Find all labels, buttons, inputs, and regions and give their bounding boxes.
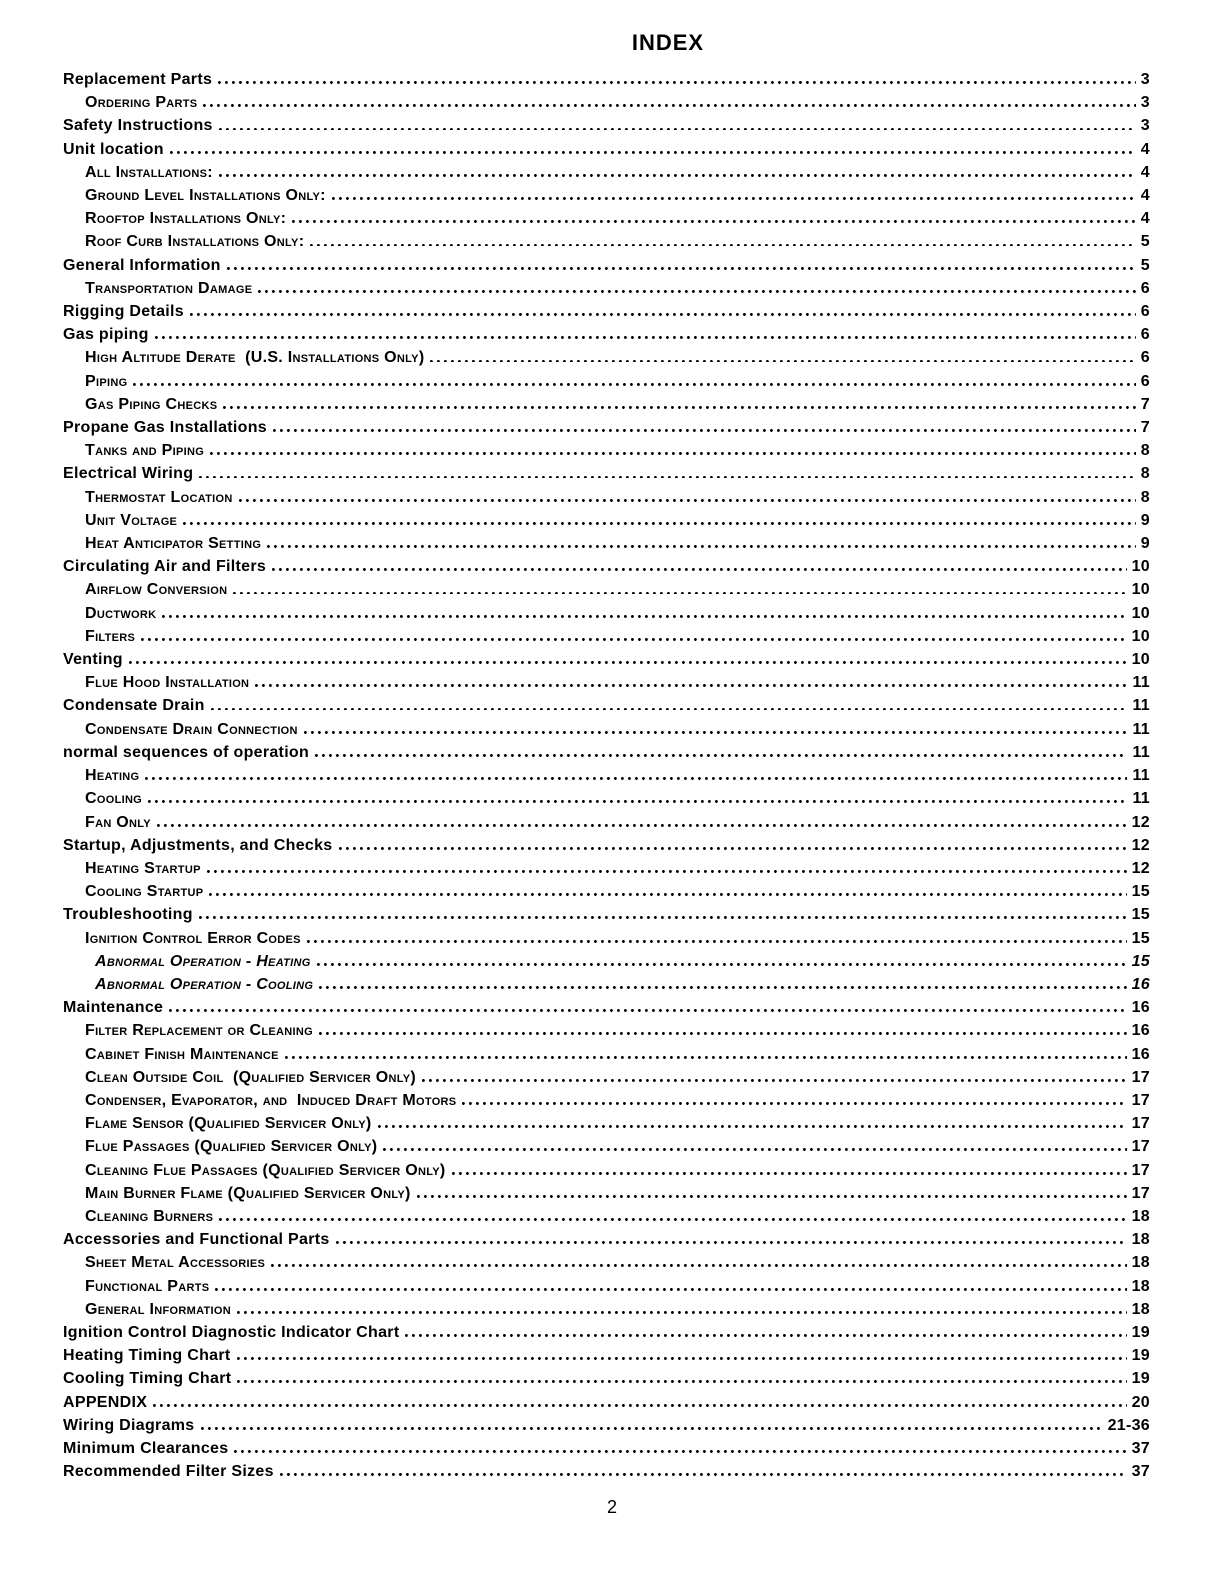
dot-leader [332, 196, 1136, 200]
toc-entry-label: All Installations: [85, 163, 213, 181]
toc-entry-page: 17 [1131, 1115, 1150, 1133]
toc-entry-label: Flue Hood Installation [85, 674, 250, 692]
dot-leader [209, 892, 1126, 896]
dot-leader [219, 1217, 1126, 1221]
dot-leader [218, 80, 1136, 84]
toc-entry-label: Filters [85, 627, 136, 645]
toc-entry-label: Sheet Metal Accessories [85, 1254, 266, 1272]
toc-entry-page: 4 [1140, 140, 1150, 158]
toc-entry-label: Electrical Wiring [63, 465, 194, 483]
dot-leader [199, 474, 1135, 478]
toc-entry-page: 15 [1131, 906, 1150, 924]
toc-entry-label: Roof Curb Installations Only: [85, 233, 305, 251]
toc-entry-label: Condensate Drain Connection [85, 720, 298, 738]
dot-leader [430, 358, 1135, 362]
toc-entry-page: 3 [1140, 117, 1150, 135]
toc-entry-label: Fan Only [85, 813, 151, 831]
toc-entry-label: Gas Piping Checks [85, 395, 218, 413]
dot-leader [271, 1263, 1126, 1267]
toc-entry-page: 6 [1140, 372, 1150, 390]
toc-entry [63, 91, 1150, 114]
toc-entry-label: Unit location [63, 140, 164, 158]
toc-entry-page: 10 [1131, 627, 1150, 645]
toc-entry-label: Ground Level Installations Only: [85, 187, 326, 205]
dot-leader [219, 126, 1136, 130]
toc-entry-page: 19 [1131, 1323, 1150, 1341]
dot-leader [170, 150, 1136, 154]
dot-leader [307, 939, 1127, 943]
toc-entry-page: 9 [1140, 511, 1150, 529]
dot-leader [211, 706, 1128, 710]
toc-entry [63, 207, 1150, 230]
toc-entry-label: Ductwork [85, 604, 157, 622]
dot-leader [199, 915, 1127, 919]
toc-entry-label: normal sequences of operation [63, 743, 310, 761]
dot-leader [452, 1171, 1127, 1175]
toc-entry-label: Condensate Drain [63, 697, 205, 715]
toc-entry [63, 787, 1150, 810]
toc-entry [63, 741, 1150, 764]
toc-entry-label: Cooling Startup [85, 883, 204, 901]
toc-entry-label: Flue Passages (Qualified Servicer Only) [85, 1138, 378, 1156]
toc-entry [63, 230, 1150, 253]
toc-entry [63, 1367, 1150, 1390]
toc-entry-label: Main Burner Flame (Qualified Servicer Only) [85, 1184, 411, 1202]
toc-entry [63, 718, 1150, 741]
toc-entry [63, 114, 1150, 137]
toc-entry-label: Startup, Adjustments, and Checks [63, 836, 333, 854]
dot-leader [183, 521, 1136, 525]
toc-entry-page: 4 [1140, 187, 1150, 205]
dot-leader [133, 382, 1135, 386]
toc-entry [63, 462, 1150, 485]
toc-entry [63, 602, 1150, 625]
toc-entry-page: 12 [1131, 859, 1150, 877]
dot-leader [255, 683, 1127, 687]
dot-leader [145, 776, 1127, 780]
toc-entry-page: 9 [1140, 535, 1150, 553]
toc-entry-label: Airflow Conversion [85, 581, 228, 599]
toc-entry-page: 7 [1140, 419, 1150, 437]
toc-entry-label: Heating [85, 767, 140, 785]
toc-entry-label: Heating Startup [85, 859, 201, 877]
toc-entry [63, 161, 1150, 184]
toc-entry [63, 277, 1150, 300]
dot-leader [157, 823, 1127, 827]
toc-entry-label: Rooftop Installations Only: [85, 210, 287, 228]
toc-entry [63, 1344, 1150, 1367]
toc-entry [63, 393, 1150, 416]
toc-entry [63, 1089, 1150, 1112]
toc-entry [63, 416, 1150, 439]
dot-leader [233, 590, 1126, 594]
dot-leader [219, 173, 1136, 177]
toc-entry [63, 184, 1150, 207]
dot-leader [378, 1124, 1127, 1128]
dot-leader [223, 405, 1135, 409]
toc-entry-label: General Information [85, 1300, 231, 1318]
toc-entry [63, 927, 1150, 950]
toc-entry-page: 16 [1131, 975, 1150, 993]
toc-entry-label: APPENDIX [63, 1393, 148, 1411]
dot-leader [315, 753, 1127, 757]
toc-entry-page: 10 [1131, 581, 1150, 599]
toc-entry-page: 3 [1140, 71, 1150, 88]
toc-entry-page: 8 [1140, 465, 1150, 483]
toc-entry-page: 10 [1131, 558, 1150, 576]
toc-entry-page: 18 [1131, 1300, 1150, 1318]
toc-entry-page: 7 [1140, 395, 1150, 413]
dot-leader [310, 242, 1135, 246]
dot-leader [280, 1472, 1127, 1476]
toc-entry-label: Cleaning Flue Passages (Qualified Servicer Only) [85, 1161, 446, 1179]
toc-entry-label: Ignition Control Error Codes [85, 929, 301, 947]
toc-entry [63, 1298, 1150, 1321]
toc-entry-label: Heat Anticipator Setting [85, 535, 262, 553]
toc-entry-label: Ignition Control Diagnostic Indicator Chart [63, 1323, 400, 1341]
toc-entry [63, 1066, 1150, 1089]
toc-entry-page: 18 [1131, 1207, 1150, 1225]
toc-entry [63, 1321, 1150, 1344]
toc-entry [63, 1251, 1150, 1274]
toc-entry [63, 578, 1150, 601]
toc-entry-page: 4 [1140, 210, 1150, 228]
toc-entry [63, 138, 1150, 161]
toc-entry-label: Cabinet Finish Maintenance [85, 1045, 279, 1063]
dot-leader [292, 219, 1135, 223]
toc-entry [63, 996, 1150, 1019]
toc-entry-label: Rigging Details [63, 303, 184, 321]
toc-entry-page: 19 [1131, 1370, 1150, 1388]
toc-entry-page: 4 [1140, 163, 1150, 181]
toc-entry-label: Recommended Filter Sizes [63, 1463, 274, 1481]
dot-leader [239, 498, 1136, 502]
toc-entry [63, 254, 1150, 277]
toc-entry-page: 18 [1131, 1277, 1150, 1295]
dot-leader [169, 1008, 1126, 1012]
toc-entry-page: 37 [1131, 1439, 1150, 1457]
toc-entry [63, 1135, 1150, 1158]
toc-entry-page: 19 [1131, 1347, 1150, 1365]
toc-entry-page: 11 [1132, 720, 1150, 738]
toc-entry-page: 15 [1131, 952, 1150, 970]
toc-list [63, 68, 1150, 1483]
toc-entry-label: Safety Instructions [63, 117, 213, 135]
toc-entry-label: Accessories and Functional Parts [63, 1231, 330, 1249]
dot-leader [319, 985, 1126, 989]
toc-entry-page: 15 [1131, 883, 1150, 901]
toc-entry-label: Tanks and Piping [85, 442, 205, 460]
toc-entry-label: Ordering Parts [85, 94, 198, 112]
toc-entry [63, 625, 1150, 648]
toc-entry [63, 1043, 1150, 1066]
toc-entry-page: 11 [1132, 767, 1150, 785]
toc-entry-page: 16 [1131, 1022, 1150, 1040]
toc-entry [63, 1112, 1150, 1135]
toc-entry-page: 6 [1140, 326, 1150, 344]
toc-entry-label: Circulating Air and Filters [63, 558, 267, 576]
toc-entry-label: Flame Sensor (Qualified Servicer Only) [85, 1115, 372, 1133]
dot-leader [383, 1147, 1126, 1151]
toc-entry [63, 323, 1150, 346]
toc-entry-page: 17 [1131, 1138, 1150, 1156]
toc-entry-label: Abnormal Operation - Heating [95, 952, 311, 970]
dot-leader [272, 567, 1127, 571]
dot-leader [319, 1031, 1127, 1035]
toc-entry [63, 671, 1150, 694]
toc-entry-label: Heating Timing Chart [63, 1347, 231, 1365]
dot-leader [237, 1310, 1127, 1314]
dot-leader [129, 660, 1127, 664]
toc-entry [63, 880, 1150, 903]
toc-entry-label: Troubleshooting [63, 906, 193, 924]
dot-leader [215, 1287, 1126, 1291]
toc-entry [63, 834, 1150, 857]
toc-entry-label: Unit Voltage [85, 511, 178, 529]
toc-entry [63, 903, 1150, 926]
toc-entry-label: Clean Outside Coil (Qualified Servicer Only) [85, 1068, 416, 1086]
toc-entry-label: Venting [63, 651, 123, 669]
toc-entry [63, 648, 1150, 671]
toc-entry-page: 5 [1140, 256, 1150, 274]
dot-leader [462, 1101, 1126, 1105]
toc-entry [63, 1437, 1150, 1460]
toc-entry-page: 3 [1140, 94, 1150, 112]
dot-leader [336, 1240, 1127, 1244]
dot-leader [155, 335, 1136, 339]
toc-entry-label: Cooling Timing Chart [63, 1370, 232, 1388]
dot-leader [237, 1379, 1126, 1383]
toc-entry [63, 811, 1150, 834]
toc-entry [63, 857, 1150, 880]
toc-entry-label: Thermostat Location [85, 488, 233, 506]
toc-entry-label: General Information [63, 256, 221, 274]
toc-entry [63, 439, 1150, 462]
footer-page-number: 2 [606, 1497, 617, 1517]
toc-entry-page: 12 [1131, 836, 1150, 854]
dot-leader [234, 1449, 1126, 1453]
toc-entry-label: Replacement Parts [63, 71, 213, 88]
toc-entry-label: Cooling [85, 790, 143, 808]
toc-entry-page: 16 [1131, 1045, 1150, 1063]
toc-entry-label: Condenser, Evaporator, and Induced Draft Motors [85, 1091, 457, 1109]
toc-entry-label: High Altitude Derate (U.S. Installations Only) [85, 349, 425, 367]
toc-entry [63, 1391, 1150, 1414]
toc-entry [63, 694, 1150, 717]
toc-entry-label: Filter Replacement or Cleaning [85, 1022, 313, 1040]
dot-leader [153, 1403, 1126, 1407]
toc-entry-page: 10 [1131, 651, 1150, 669]
dot-leader [162, 614, 1126, 618]
toc-entry-label: Cleaning Burners [85, 1207, 214, 1225]
dot-leader [190, 312, 1136, 316]
toc-entry-page: 6 [1140, 349, 1150, 367]
dot-leader [141, 637, 1126, 641]
toc-entry-page: 6 [1140, 279, 1150, 297]
toc-entry [63, 950, 1150, 973]
toc-entry-page: 18 [1131, 1231, 1150, 1249]
toc-entry-page: 11 [1132, 674, 1150, 692]
page-title: INDEX [631, 30, 705, 55]
toc-entry [63, 532, 1150, 555]
toc-entry-page: 21-36 [1107, 1416, 1150, 1434]
toc-entry [63, 300, 1150, 323]
dot-leader [267, 544, 1136, 548]
dot-leader [201, 1426, 1103, 1430]
toc-entry-label: Transportation Damage [85, 279, 253, 297]
toc-entry-label: Functional Parts [85, 1277, 210, 1295]
toc-entry [63, 764, 1150, 787]
toc-entry-page: 11 [1132, 743, 1150, 761]
toc-entry-page: 5 [1140, 233, 1150, 251]
toc-entry [63, 555, 1150, 578]
toc-entry-page: 17 [1131, 1068, 1150, 1086]
toc-entry-page: 20 [1131, 1393, 1150, 1411]
dot-leader [210, 451, 1136, 455]
toc-entry-page: 18 [1131, 1254, 1150, 1272]
toc-entry-page: 6 [1140, 303, 1150, 321]
toc-entry-page: 10 [1131, 604, 1150, 622]
dot-leader [339, 846, 1127, 850]
dot-leader [148, 799, 1127, 803]
dot-leader [405, 1333, 1126, 1337]
toc-entry [63, 1414, 1150, 1437]
toc-entry-page: 12 [1131, 813, 1150, 831]
toc-entry-page: 37 [1131, 1463, 1150, 1481]
toc-entry-page: 8 [1140, 488, 1150, 506]
toc-entry [63, 1159, 1150, 1182]
toc-entry-page: 15 [1131, 929, 1150, 947]
dot-leader [417, 1194, 1127, 1198]
toc-entry [63, 346, 1150, 369]
toc-entry [63, 1182, 1150, 1205]
toc-entry [63, 1275, 1150, 1298]
toc-entry-page: 16 [1131, 999, 1150, 1017]
dot-leader [203, 103, 1135, 107]
toc-entry [63, 1228, 1150, 1251]
toc-entry [63, 973, 1150, 996]
toc-entry [63, 1460, 1150, 1483]
toc-entry [63, 1019, 1150, 1042]
toc-entry-label: Wiring Diagrams [63, 1416, 195, 1434]
dot-leader [285, 1055, 1127, 1059]
toc-entry-page: 17 [1131, 1091, 1150, 1109]
toc-entry-label: Minimum Clearances [63, 1439, 229, 1457]
toc-entry-page: 17 [1131, 1184, 1150, 1202]
toc-entry-page: 11 [1132, 790, 1150, 808]
toc-entry [63, 1205, 1150, 1228]
toc-entry-page: 11 [1132, 697, 1150, 715]
dot-leader [258, 289, 1135, 293]
dot-leader [317, 962, 1127, 966]
toc-entry-label: Piping [85, 372, 128, 390]
toc-entry-page: 17 [1131, 1161, 1150, 1179]
toc-entry [63, 370, 1150, 393]
dot-leader [304, 730, 1128, 734]
toc-entry [63, 509, 1150, 532]
toc-entry [63, 486, 1150, 509]
dot-leader [227, 266, 1136, 270]
toc-entry-label: Propane Gas Installations [63, 419, 267, 437]
dot-leader [207, 869, 1127, 873]
toc-entry-label: Maintenance [63, 999, 164, 1017]
toc-entry [63, 68, 1150, 91]
toc-entry-page: 8 [1140, 442, 1150, 460]
dot-leader [237, 1356, 1127, 1360]
toc-entry-label: Abnormal Operation - Cooling [95, 975, 314, 993]
dot-leader [422, 1078, 1127, 1082]
dot-leader [273, 428, 1136, 432]
toc-entry-label: Gas piping [63, 326, 149, 344]
